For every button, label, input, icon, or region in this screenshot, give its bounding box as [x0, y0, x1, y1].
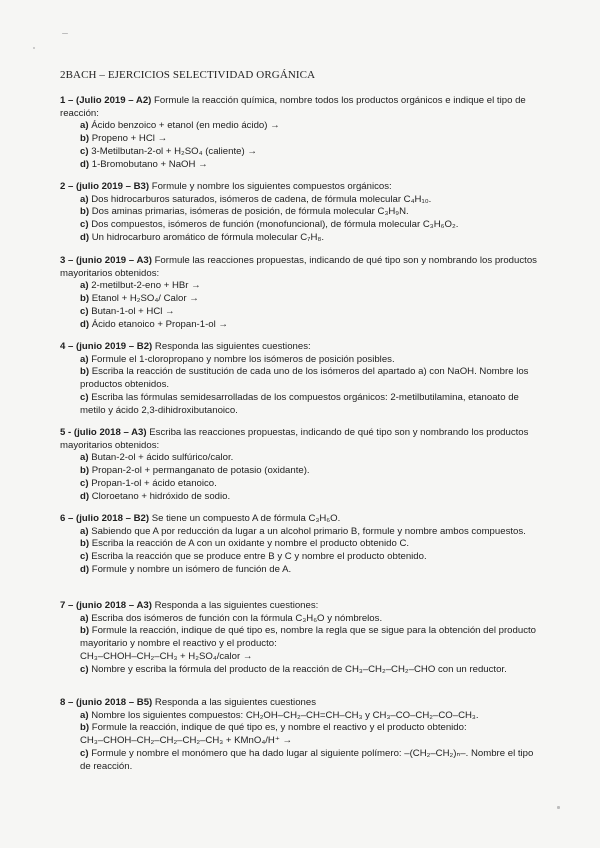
question-block	[60, 341, 545, 417]
sub-question	[80, 625, 545, 650]
question-text: Responda a las siguientes cuestiones:	[151, 600, 319, 611]
sub-question-letter: c)	[80, 747, 89, 759]
sub-question	[80, 232, 545, 245]
sub-question-letter: a)	[80, 452, 89, 464]
question-block	[60, 255, 545, 331]
sub-question-letter: c)	[80, 391, 89, 403]
page-title: 2BACH – EJERCICIOS SELECTIVIDAD ORGÁNICA	[60, 69, 316, 81]
sub-question-text: Escriba las fórmulas semidesarrolladas de los compuestos orgánicos: 2-metilbutilamina, etanoato de metilo y ácido 2,3-dihidroxibutanoico.	[80, 391, 519, 416]
sub-question	[80, 710, 545, 723]
sub-question	[80, 526, 545, 539]
sub-question-text: Cloroetano + hidróxido de sodio.	[89, 490, 231, 502]
question-number: 2 –	[60, 181, 77, 192]
formula-line	[80, 735, 545, 748]
sub-question-letter: a)	[80, 280, 89, 292]
sub-question-text: Ácido etanoico + Propan-1-ol →	[89, 318, 228, 330]
question-heading	[60, 181, 545, 194]
sub-question-letter: c)	[80, 551, 89, 563]
sub-question	[80, 194, 545, 207]
sub-question-text: 2-metilbut-2-eno + HBr →	[88, 280, 201, 292]
question-heading	[60, 427, 545, 452]
question-heading	[60, 95, 545, 120]
sub-question	[80, 392, 545, 417]
sub-question-text: Escriba dos isómeros de función con la fórmula C₃H₆O y nómbrelos.	[88, 612, 383, 624]
sub-question-text: CH₃–CHOH–CH₂–CH₂–CH₂–CH₃ + KMnO₄/H⁺ →	[80, 735, 293, 747]
question-block	[60, 95, 545, 171]
sub-question	[80, 722, 545, 735]
sub-question-letter: d)	[80, 490, 90, 502]
sub-question-letter: b)	[80, 133, 90, 145]
sub-question-letter: d)	[80, 231, 90, 243]
sub-question-text: Sabiendo que A por reducción da lugar a un alcohol primario B, formule y nombre ambos compuestos.	[88, 525, 526, 537]
sub-question-text: Propan-2-ol + permanganato de potasio (oxidante).	[89, 465, 310, 477]
sub-question-text: Nombre y escriba la fórmula del producto de la reacción de CH₃–CH₂–CH₂–CHO con un reductor.	[88, 663, 507, 675]
question-text: Formule las reacciones propuestas, indicando de qué tipo son y nombrando los productos mayoritarios obtenidos:	[60, 255, 537, 279]
sub-question	[80, 319, 545, 332]
sub-question-text: Nombre los siguientes compuestos: CH₂OH–CH₂–CH=CH–CH₃ y CH₃–CO–CH₂–CO–CH₃.	[88, 709, 479, 721]
question-number: 8 –	[60, 697, 77, 708]
sub-question-text: Formule la reacción, indique de qué tipo es, y nombre el reactivo y el producto obtenido:	[89, 722, 467, 734]
question-block	[60, 697, 545, 773]
question-block	[60, 427, 545, 503]
sub-question	[80, 133, 545, 146]
sub-question-letter: b)	[80, 465, 90, 477]
sub-question	[80, 564, 545, 577]
question-text: Responda las siguientes cuestiones:	[152, 341, 311, 352]
sub-question-text: Escriba la reacción que se produce entre B y C y nombre el producto obtenido.	[88, 551, 427, 563]
formula-line	[80, 651, 545, 664]
sub-question	[80, 146, 545, 159]
sub-question-text: Formule el 1-cloropropano y nombre los isómeros de posición posibles.	[88, 353, 395, 365]
question-number: 4 –	[60, 341, 77, 352]
sub-question	[80, 219, 545, 232]
sub-question-text: Butan-2-ol + ácido sulfúrico/calor.	[88, 452, 234, 464]
scan-speck	[33, 47, 35, 49]
sub-question	[80, 306, 545, 319]
exam-reference: (junio 2018 – A3)	[76, 600, 152, 611]
sub-question-letter: b)	[80, 206, 90, 218]
sub-question-text: Dos hidrocarburos saturados, isómeros de cadena, de fórmula molecular C₄H₁₀.	[88, 193, 432, 205]
sub-question-text: Etanol + H₂SO₄/ Calor →	[89, 293, 199, 305]
sub-question-letter: d)	[80, 158, 90, 170]
sub-question	[80, 538, 545, 551]
sub-question-text: 1-Bromobutano + NaOH →	[89, 158, 208, 170]
question-block	[60, 513, 545, 577]
sub-question-letter: b)	[80, 366, 90, 378]
sub-question-text: Propeno + HCl →	[89, 133, 168, 145]
question-heading	[60, 697, 545, 710]
sub-question-letter: a)	[80, 353, 89, 365]
exam-reference: (junio 2019 – B2)	[76, 341, 153, 352]
sub-question	[80, 280, 545, 293]
exam-reference: (junio 2019 – A3)	[76, 255, 152, 266]
sub-question	[80, 206, 545, 219]
sub-question-letter: b)	[80, 722, 90, 734]
question-heading	[60, 513, 545, 526]
question-number: 3 –	[60, 255, 77, 266]
sub-question-letter: b)	[80, 625, 90, 637]
exam-reference: (Julio 2019 – A2)	[76, 95, 152, 106]
sub-question-letter: c)	[80, 219, 89, 231]
question-block	[60, 181, 545, 245]
sub-question-letter: c)	[80, 663, 89, 675]
scan-speck	[557, 806, 560, 809]
question-text: Formule y nombre los siguientes compuestos orgánicos:	[149, 181, 392, 192]
exam-reference: (julio 2019 – B3)	[76, 181, 150, 192]
question-text: Se tiene un compuesto A de fórmula C₃H₆O.	[149, 513, 341, 524]
sub-question-letter: a)	[80, 193, 89, 205]
sub-question-letter: b)	[80, 293, 90, 305]
sub-question-text: Propan-1-ol + ácido etanoico.	[88, 477, 217, 489]
sub-question-text: Butan-1-ol + HCl →	[88, 305, 175, 317]
sub-question	[80, 664, 545, 677]
sub-question	[80, 366, 545, 391]
sub-question	[80, 478, 545, 491]
sub-question	[80, 613, 545, 626]
sub-question-text: CH₃–CHOH–CH₂–CH₃ + H₂SO₄/calor →	[80, 650, 253, 662]
sub-question	[80, 748, 545, 773]
question-text: Formule la reacción química, nombre todos los productos orgánicos e indique el tipo de reacción:	[60, 95, 526, 119]
sub-question-letter: c)	[80, 145, 89, 157]
sub-question-letter: c)	[80, 305, 89, 317]
sub-question-text: Formule y nombre el monómero que ha dado lugar al siguiente polímero: –(CH₂–CH₂)ₙ–. Nombre el tipo de reacción.	[80, 747, 534, 772]
question-text: Responda a las siguientes cuestiones	[152, 697, 316, 708]
exam-reference: (julio 2018 – A3)	[73, 427, 147, 438]
sub-question-text: Formule la reacción, indique de qué tipo es, nombre la regla que se sigue para la obtención del producto mayoritario y nombre el reactivo y el producto:	[80, 625, 536, 650]
sub-question-text: Escriba la reacción de A con un oxidante y nombre el producto obtenido C.	[89, 538, 410, 550]
sub-question-letter: a)	[80, 709, 89, 721]
question-heading	[60, 255, 545, 280]
sub-question	[80, 465, 545, 478]
sub-question	[80, 452, 545, 465]
sub-question-letter: a)	[80, 120, 89, 132]
sub-question	[80, 551, 545, 564]
sub-question	[80, 491, 545, 504]
question-number: 7 –	[60, 600, 77, 611]
question-number: 6 –	[60, 513, 77, 524]
sub-question-letter: b)	[80, 538, 90, 550]
exam-reference: (junio 2018 – B5)	[76, 697, 153, 708]
question-number: 5 -	[60, 427, 74, 438]
sub-question-text: Formule y nombre un isómero de función de A.	[89, 563, 292, 575]
sub-question-text: Un hidrocarburo aromático de fórmula molecular C₇H₈.	[89, 231, 325, 243]
exam-reference: (julio 2018 – B2)	[76, 513, 150, 524]
sub-question	[80, 354, 545, 367]
question-heading	[60, 341, 545, 354]
sub-question-letter: d)	[80, 318, 90, 330]
sub-question-letter: c)	[80, 477, 89, 489]
sub-question-text: Dos aminas primarias, isómeras de posición, de fórmula molecular C₃H₉N.	[89, 206, 409, 218]
sub-question	[80, 159, 545, 172]
sub-question	[80, 293, 545, 306]
question-block	[60, 600, 545, 676]
sub-question-letter: a)	[80, 525, 89, 537]
sub-question-text: Escriba la reacción de sustitución de cada uno de los isómeros del apartado a) con NaOH. Nombre los productos obtenidos.	[80, 366, 529, 391]
sub-question-letter: d)	[80, 563, 90, 575]
question-text: Escriba las reacciones propuestas, indicando de qué tipo son y nombrando los productos mayoritarios obtenidos:	[60, 427, 529, 451]
sub-question-text: Dos compuestos, isómeros de función (monofuncional), de fórmula molecular C₃H₆O₂.	[88, 219, 459, 231]
sub-question-letter: a)	[80, 612, 89, 624]
sub-question	[80, 120, 545, 133]
scan-speck	[62, 33, 68, 34]
sub-question-text: Ácido benzoico + etanol (en medio ácido) →	[88, 120, 280, 132]
question-number: 1 –	[60, 95, 77, 106]
sub-question-text: 3-Metilbutan-2-ol + H₂SO₄ (caliente) →	[88, 145, 257, 157]
question-heading	[60, 600, 545, 613]
